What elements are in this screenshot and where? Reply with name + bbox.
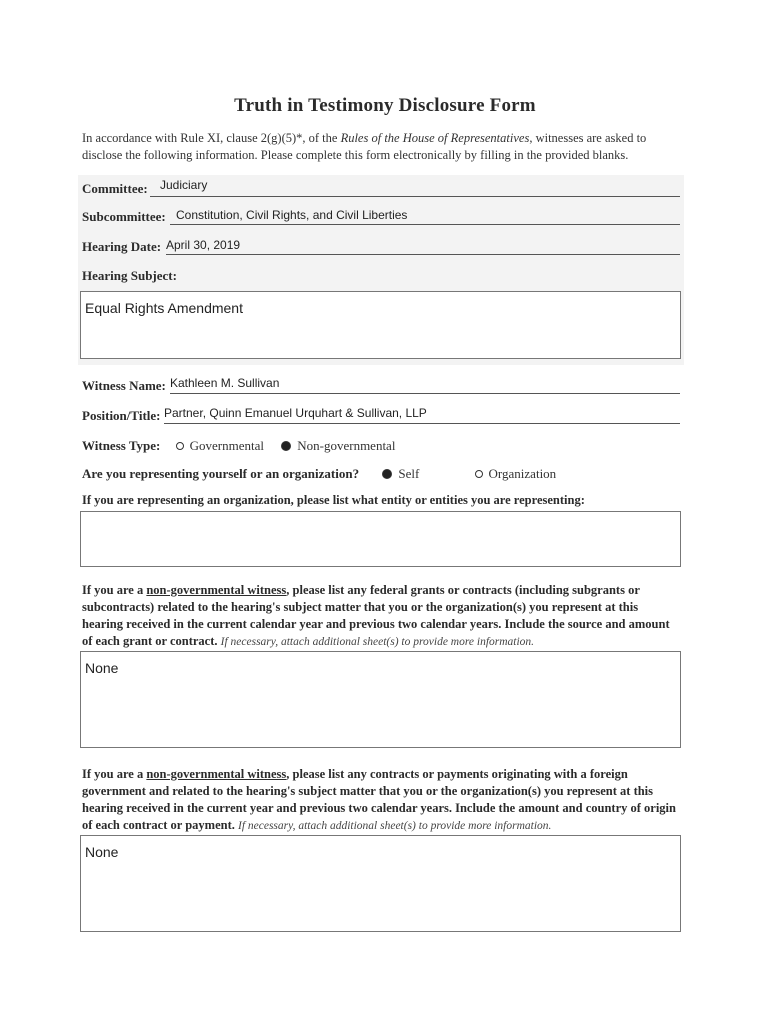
position-title-value: Partner, Quinn Emanuel Urquhart & Sullivan, LLP bbox=[164, 406, 427, 420]
organization-box[interactable] bbox=[80, 511, 681, 567]
subcommittee-row bbox=[82, 203, 680, 225]
governmental-label: Governmental bbox=[189, 438, 264, 453]
representing-label: Are you representing yourself or an organization? bbox=[82, 466, 360, 481]
organization-prompt: If you are representing an organization, please list what entity or entities you are representing: bbox=[82, 493, 585, 507]
witness-name-field[interactable] bbox=[170, 373, 680, 394]
representing-row bbox=[82, 466, 556, 482]
grants-body: , please list any federal grants or contracts (including subgrants or subcontracts) related to the hearing's subject matter that you or the organization(s) you represent at this hearing received in the current calendar year and previous two calendar years. Include the source and amount of each grant or contract. bbox=[82, 583, 670, 648]
subcommittee-label: Subcommittee: bbox=[82, 209, 166, 224]
self-label: Self bbox=[398, 466, 420, 481]
committee-value: Judiciary bbox=[160, 178, 208, 192]
committee-label: Committee: bbox=[82, 181, 148, 196]
intro-text-2: , witnesses are asked to disclose the following information. Please complete this form electronically by filling in the provided blanks. bbox=[82, 131, 647, 162]
witness-type-governmental-option[interactable] bbox=[176, 438, 264, 453]
radio-checked-icon[interactable] bbox=[281, 441, 291, 451]
grants-prefix: If you are a bbox=[82, 583, 147, 597]
witness-name-value: Kathleen M. Sullivan bbox=[170, 376, 280, 390]
witness-type-nongovernmental-option[interactable] bbox=[281, 438, 395, 453]
foreign-paragraph bbox=[82, 766, 682, 835]
hearing-subject-box[interactable] bbox=[80, 291, 681, 359]
organization-label: Organization bbox=[488, 466, 557, 481]
form-title: Truth in Testimony Disclosure Form bbox=[234, 95, 536, 116]
radio-unchecked-icon[interactable] bbox=[475, 470, 483, 478]
subcommittee-field[interactable] bbox=[170, 204, 680, 225]
witness-name-row bbox=[82, 372, 680, 394]
foreign-underlined: non-governmental witness bbox=[146, 767, 287, 781]
intro-paragraph bbox=[82, 130, 682, 164]
hearing-date-value: April 30, 2019 bbox=[166, 238, 241, 252]
witness-type-row bbox=[82, 438, 395, 454]
grants-note: If necessary, attach additional sheet(s) to provide more information. bbox=[220, 636, 535, 648]
witness-name-label: Witness Name: bbox=[82, 378, 166, 393]
grants-box[interactable] bbox=[80, 651, 681, 748]
position-title-field[interactable] bbox=[164, 403, 680, 424]
subcommittee-value: Constitution, Civil Rights, and Civil Liberties bbox=[176, 208, 408, 222]
foreign-value: None bbox=[85, 844, 119, 860]
hearing-date-label: Hearing Date: bbox=[82, 239, 162, 254]
grants-value: None bbox=[85, 660, 119, 676]
intro-text-1: In accordance with Rule XI, clause 2(g)(5)*, of the bbox=[82, 131, 341, 145]
grants-underlined: non-governmental witness bbox=[146, 583, 287, 597]
foreign-prefix: If you are a bbox=[82, 767, 147, 781]
hearing-date-field[interactable] bbox=[166, 234, 680, 255]
position-title-row bbox=[82, 402, 680, 424]
committee-field[interactable] bbox=[150, 176, 680, 197]
hearing-subject-label: Hearing Subject: bbox=[82, 268, 177, 283]
intro-rules-title: Rules of the House of Representatives bbox=[340, 131, 530, 145]
foreign-box[interactable] bbox=[80, 835, 681, 932]
grants-paragraph bbox=[82, 582, 682, 651]
representing-organization-option[interactable] bbox=[475, 466, 557, 481]
radio-checked-icon[interactable] bbox=[382, 469, 392, 479]
hearing-subject-value: Equal Rights Amendment bbox=[85, 300, 243, 316]
foreign-body: , please list any contracts or payments originating with a foreign government and related to the hearing's subject matter that you or the organization(s) you represent at this hearing received in the current year and previous two calendar years. Include the amount and country of origin of each contract or payment. bbox=[82, 767, 676, 832]
position-title-label: Position/Title: bbox=[82, 408, 161, 423]
committee-row bbox=[82, 175, 680, 197]
hearing-date-row bbox=[82, 233, 680, 255]
representing-self-option[interactable] bbox=[382, 466, 419, 481]
non-governmental-label: Non-governmental bbox=[297, 438, 396, 453]
foreign-note: If necessary, attach additional sheet(s) to provide more information. bbox=[237, 820, 552, 832]
radio-unchecked-icon[interactable] bbox=[176, 442, 184, 450]
witness-type-label: Witness Type: bbox=[82, 438, 161, 453]
